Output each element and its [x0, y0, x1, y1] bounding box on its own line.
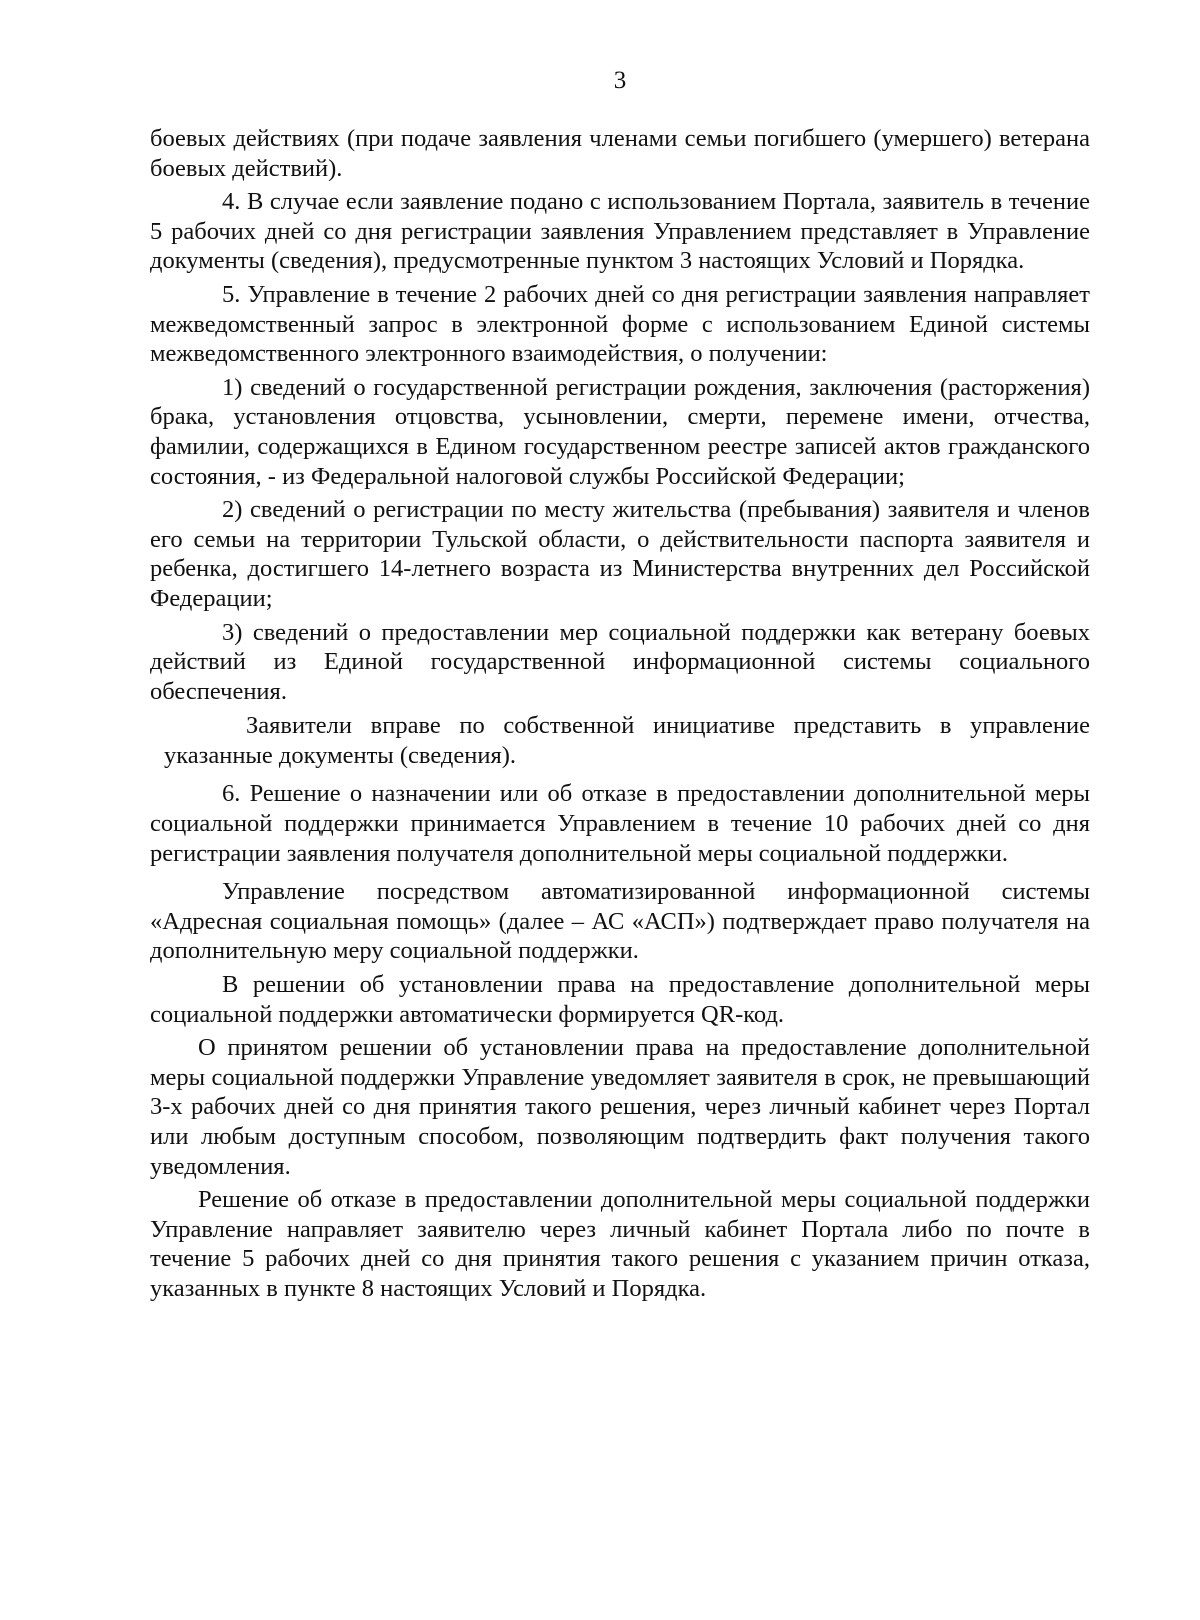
paragraph-subitem-1: 1) сведений о государственной регистрации рождения, заключения (расторжения) брака, установления отцовства, усыновлении, смерти, перемене имени, отчества, фамилии, содержащихся в Едином государственном реестре записей актов гражданского состояния, - из Федеральной налоговой службы Российской Федерации; [150, 373, 1090, 490]
paragraph-asp-confirmation: Управление посредством автоматизированной информационной системы «Адресная социальная помощь» (далее – АС «АСП») подтверждает право получателя на дополнительную меру социальной поддержки. [150, 878, 1090, 965]
paragraph-applicant-right: Заявители вправе по собственной инициативе представить в управление указанные документы (сведения). [164, 712, 1090, 769]
paragraph-refusal: Решение об отказе в предоставлении дополнительной меры социальной поддержки Управление направляет заявителю через личный кабинет Портала либо по почте в течение 5 рабочих дней со дня принятия такого решения с указанием причин отказа, указанных в пункте 8 настоящих Условий и Порядка. [150, 1186, 1090, 1302]
paragraph-notification: О принятом решении об установлении права на предоставление дополнительной меры социальной поддержки Управление уведомляет заявителя в срок, не превышающий 3-х рабочих дней со дня принятия такого решения, через личный кабинет через Портал или любым доступным способом, позволяющим подтвердить факт получения такого уведомления. [150, 1034, 1090, 1180]
document-body [150, 124, 1090, 1304]
paragraph-item-6: 6. Решение о назначении или об отказе в предоставлении дополнительной меры социальной поддержки принимается Управлением в течение 10 рабочих дней со дня регистрации заявления получателя дополнительной меры социальной поддержки. [150, 780, 1090, 867]
page-number: 3 [613, 67, 627, 94]
paragraph-item-4: 4. В случае если заявление подано с использованием Портала, заявитель в течение 5 рабочих дней со дня регистрации заявления Управлением представляет в Управление документы (сведения), предусмотренные пунктом 3 настоящих Условий и Порядка. [150, 188, 1090, 275]
paragraph-continuation: боевых действиях (при подаче заявления членами семьи погибшего (умершего) ветерана боевых действий). [150, 125, 1090, 182]
paragraph-qr-code: В решении об установлении права на предоставление дополнительной меры социальной поддержки автоматически формируется QR-код. [150, 971, 1090, 1028]
paragraph-item-5: 5. Управление в течение 2 рабочих дней со дня регистрации заявления направляет межведомственный запрос в электронной форме с использованием Единой системы межведомственного электронного взаимодействия, о получении: [150, 280, 1090, 368]
paragraph-subitem-3: 3) сведений о предоставлении мер социальной поддержки как ветерану боевых действий из Единой государственной информационной системы социального обеспечения. [150, 618, 1090, 705]
paragraph-subitem-2: 2) сведений о регистрации по месту жительства (пребывания) заявителя и членов его семьи на территории Тульской области, о действительности паспорта заявителя и ребенка, достигшего 14-летнего возраста из Министерства внутренних дел Российской Федерации; [150, 496, 1090, 612]
